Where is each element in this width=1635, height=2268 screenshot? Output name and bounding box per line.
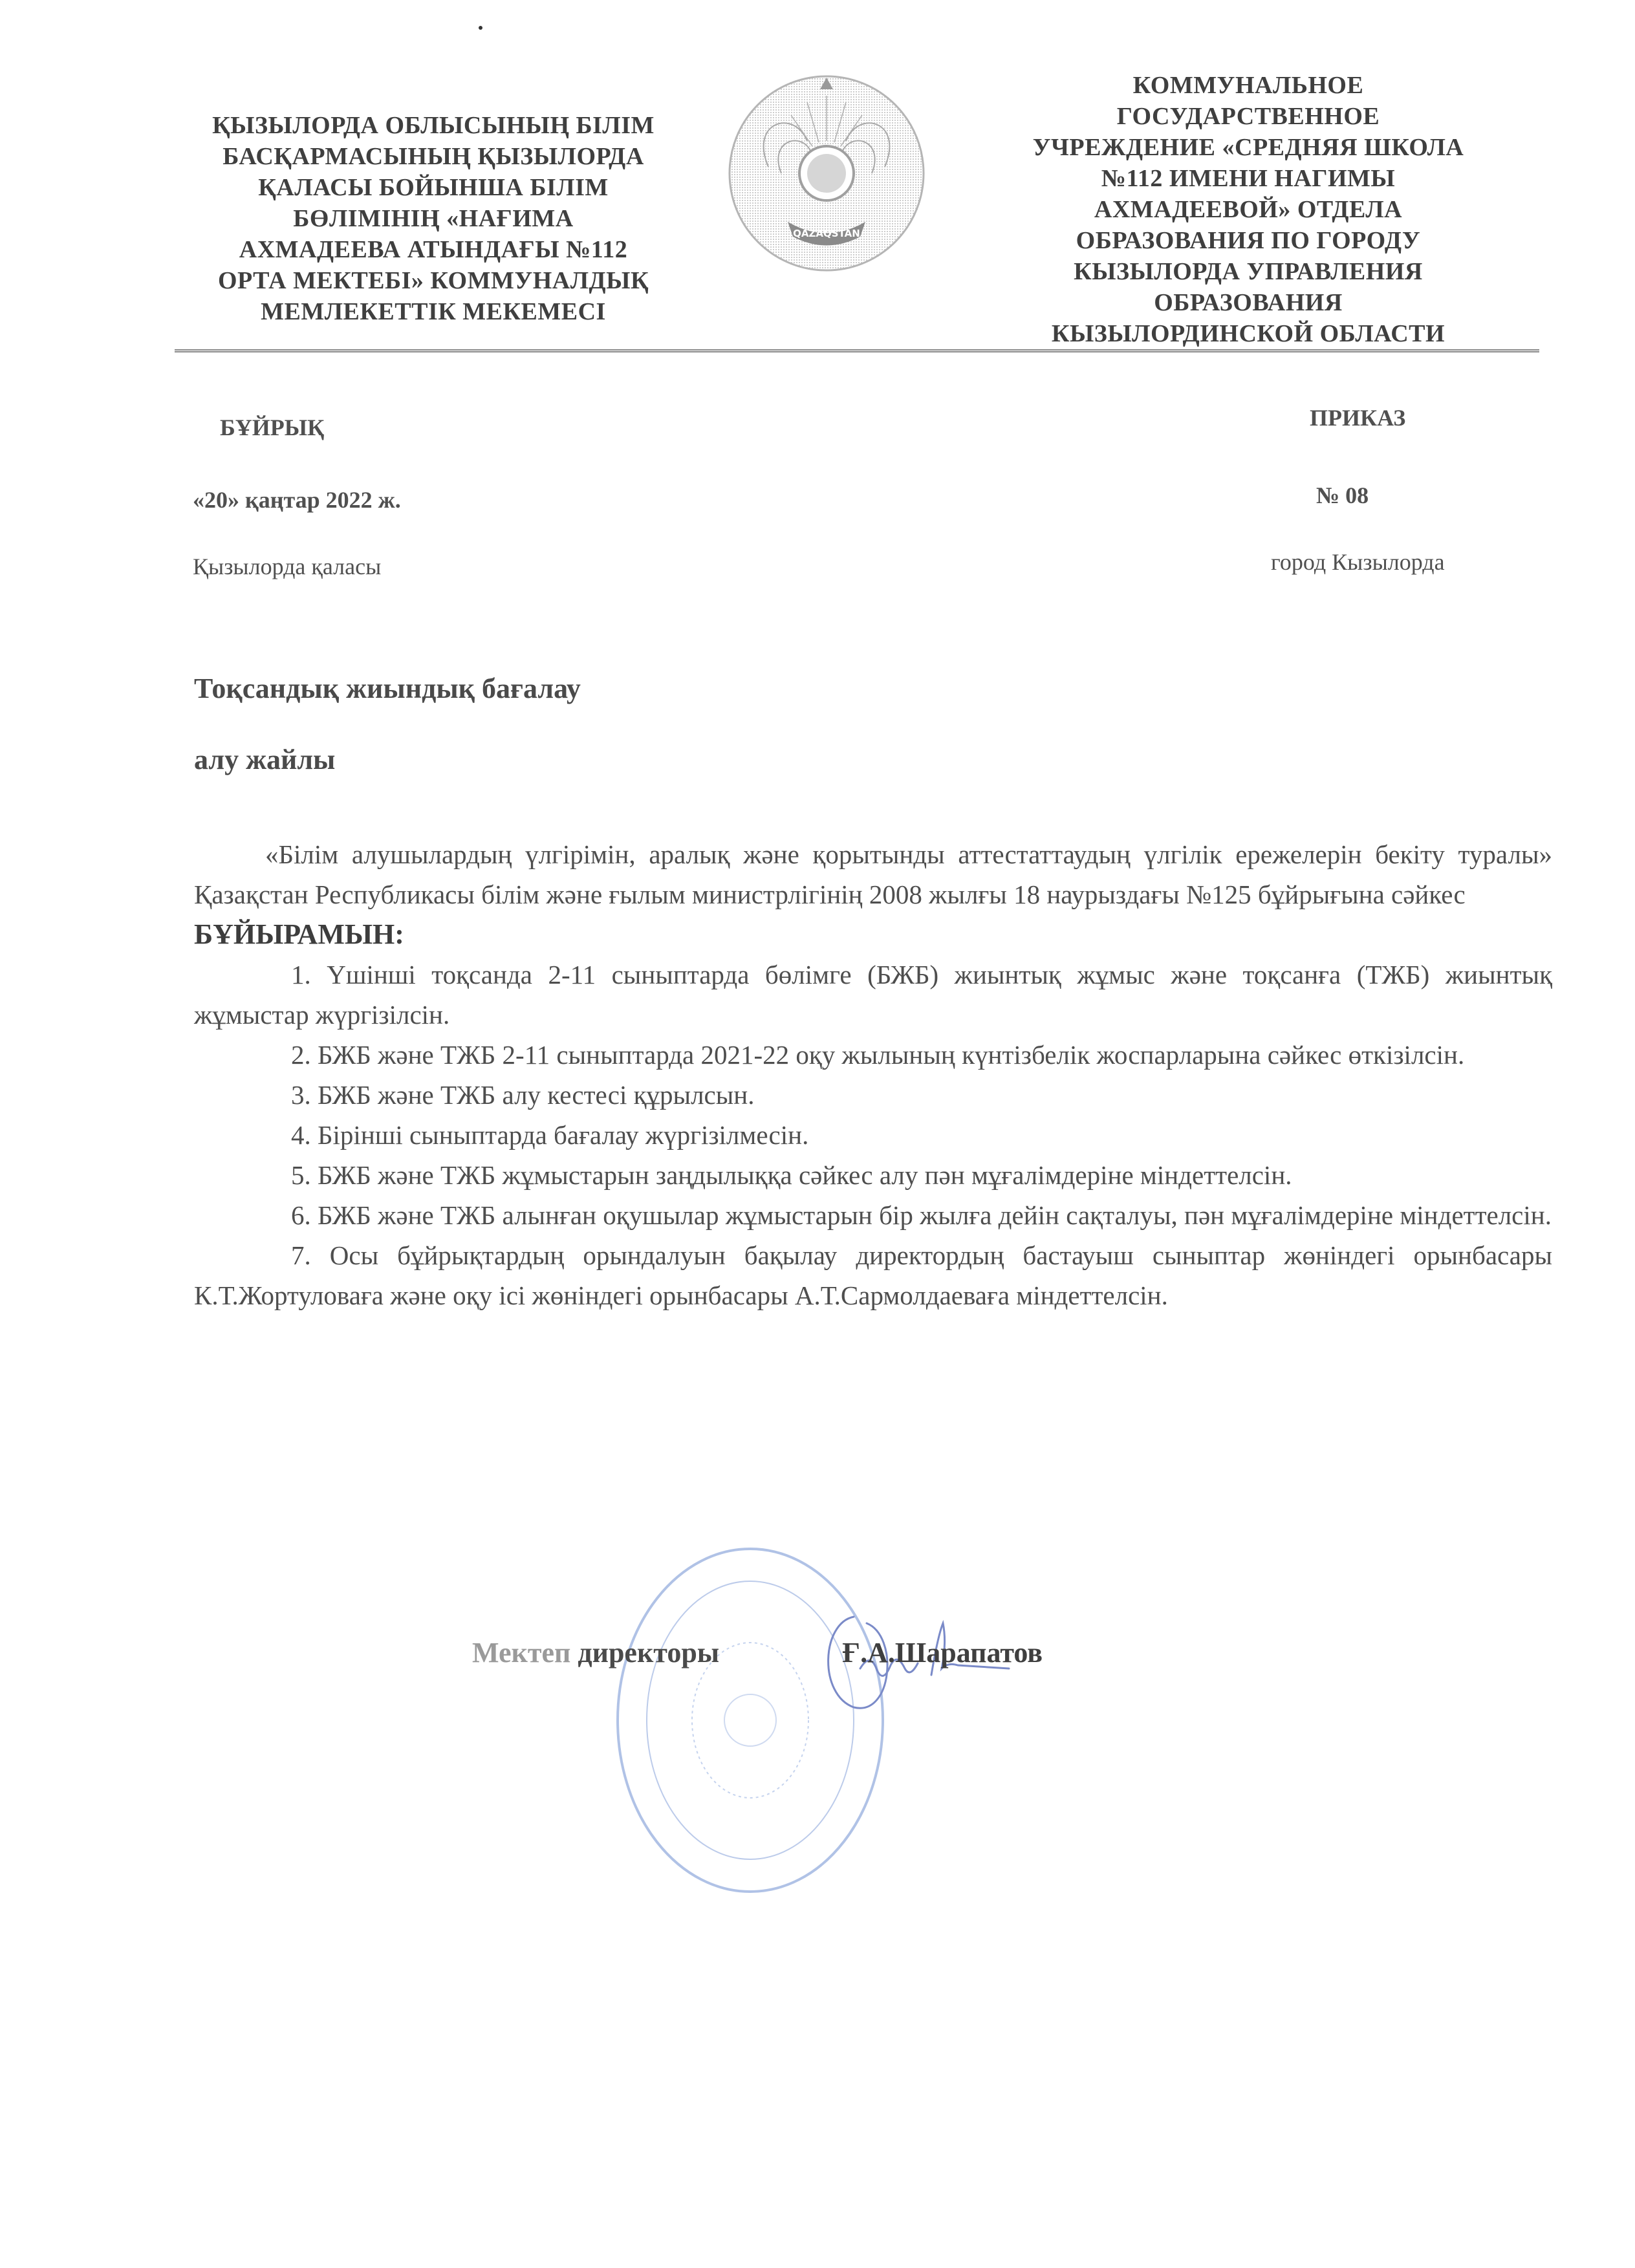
header-kz-line: АХМАДЕЕВА АТЫНДАҒЫ №112	[239, 236, 628, 263]
city-ru: город Кызылорда	[1271, 549, 1445, 575]
order-item: 2. БЖБ және ТЖБ 2-11 сыныптарда 2021-22 оқу жылының күнтізбелік жоспарларына сәйкес өткізілсін.	[291, 1040, 1465, 1070]
position-word2: директоры	[578, 1637, 720, 1669]
header-divider	[175, 349, 1539, 352]
header-kz-line: БАСҚАРМАСЫНЫҢ ҚЫЗЫЛОРДА	[222, 143, 644, 170]
doc-type-kz: БҰЙРЫҚ	[220, 415, 325, 440]
title-line: алу жайлы	[194, 744, 336, 775]
preamble: «Білім алушылардың үлгірімін, аралық және қорытынды аттестаттаудың үлгілік ережелерін бекіту туралы» Қазақстан Республикасы білім және ғылым министрлігінің 2008 жылғы 18 наурыздағы №125 бұйрығына сәйкес	[194, 839, 1552, 909]
header-russian	[996, 70, 1500, 349]
header-ru-line: ГОСУДАРСТВЕННОЕ	[1116, 103, 1380, 130]
state-emblem-icon	[723, 70, 930, 277]
scan-speck	[479, 26, 482, 30]
header-kz-line: ҚЫЗЫЛОРДА ОБЛЫСЫНЫҢ БІЛІМ	[212, 112, 655, 139]
order-title	[194, 653, 581, 795]
order-number: № 08	[1316, 482, 1369, 508]
header-kz-line: БӨЛІМІНІҢ «НАҒИМА	[293, 205, 574, 232]
header-ru-line: №112 ИМЕНИ НАГИМЫ	[1101, 165, 1396, 192]
header-ru-line: КЫЗЫЛОРДИНСКОЙ ОБЛАСТИ	[1051, 320, 1446, 347]
header-ru-line: КЫЗЫЛОРДА УПРАВЛЕНИЯ	[1074, 258, 1423, 285]
order-word: БҰЙЫРАМЫН:	[194, 918, 404, 950]
header-ru-line: ОБРАЗОВАНИЯ	[1154, 289, 1343, 316]
order-item: 3. БЖБ және ТЖБ алу кестесі құрылсын.	[291, 1080, 755, 1110]
header-ru-line: КОММУНАЛЬНОЕ	[1132, 72, 1364, 99]
signatory-position	[472, 1637, 719, 1669]
header-kazakh	[188, 110, 679, 327]
emblem-text: QAZAQSTAN	[793, 228, 860, 239]
city-kz: Қызылорда қаласы	[193, 554, 382, 579]
order-item: 5. БЖБ және ТЖБ жұмыстарын заңдылыққа сәйкес алу пән мұғалімдеріне міндеттелсін.	[291, 1160, 1292, 1190]
header-ru-line: ОБРАЗОВАНИЯ ПО ГОРОДУ	[1076, 227, 1421, 254]
signatory-name: Ғ.А.Шарапатов	[842, 1637, 1043, 1669]
title-line: Тоқсандық жиындық бағалау	[194, 673, 581, 704]
header-ru-line: УЧРЕЖДЕНИЕ «СРЕДНЯЯ ШКОЛА	[1032, 134, 1464, 161]
header-ru-line: АХМАДЕЕВОЙ» ОТДЕЛА	[1094, 196, 1403, 223]
order-item: 7. Осы бұйрықтардың орындалуын бақылау директордың бастауыш сыныптар жөніндегі орынбасары К.Т.Жортуловаға және оқу ісі жөніндегі орынбасары А.Т.Сармолдаеваға міндеттелсін.	[194, 1240, 1552, 1310]
order-item: 1. Үшінші тоқсанда 2-11 сыныптарда бөлімге (БЖБ) жиынтық жұмыс және тоқсанға (ТЖБ) жиынтық жұмыстар жүргізілсін.	[194, 960, 1552, 1030]
order-body	[194, 834, 1552, 1315]
header-kz-line: ОРТА МЕКТЕБІ» КОММУНАЛДЫҚ	[217, 267, 649, 294]
order-item: 4. Бірінші сыныптарда бағалау жүргізілмесін.	[291, 1120, 809, 1150]
header-kz-line: МЕМЛЕКЕТТІК МЕКЕМЕСІ	[261, 298, 606, 325]
doc-type-ru: ПРИКАЗ	[1310, 405, 1406, 431]
order-item: 6. БЖБ және ТЖБ алынған оқушылар жұмыстарын бір жылға дейін сақталуы, пән мұғалімдеріне міндеттелсін.	[291, 1200, 1552, 1230]
order-date: «20» қаңтар 2022 ж.	[193, 487, 401, 513]
header-kz-line: ҚАЛАСЫ БОЙЫНША БІЛІМ	[258, 174, 609, 201]
position-word1: Мектеп	[472, 1637, 571, 1669]
signature-block	[472, 1636, 1043, 1669]
